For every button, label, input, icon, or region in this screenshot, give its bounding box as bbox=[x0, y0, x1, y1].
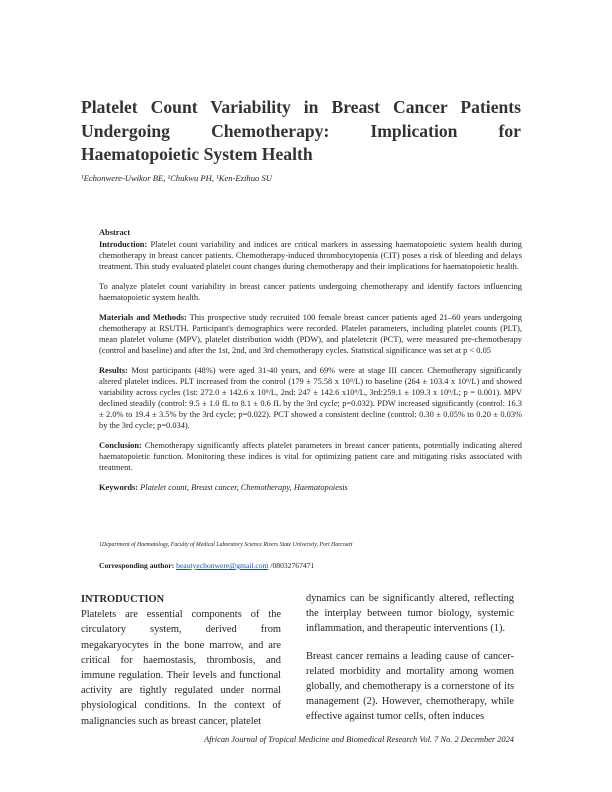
corresponding-label: Corresponding author: bbox=[99, 561, 175, 570]
introduction-paragraph-3: Breast cancer remains a leading cause of cancer-related morbidity and mortality among women globally, and chemotherapy is a cornerstone of its management (2). However, chemotherapy, while effective against tumor cells, often induces bbox=[306, 650, 514, 723]
email-link[interactable]: beautyechonwere@gmail.com bbox=[176, 561, 269, 570]
keywords-text: Platelet count, Breast cancer, Chemotherapy, Haematopoiesis bbox=[138, 483, 348, 492]
introduction-label: Introduction: bbox=[99, 240, 148, 249]
author-list: ¹Echonwere-Uwikor BE, ¹Chukwu PH, ¹Ken-Ezihuo SU bbox=[81, 173, 272, 183]
methods-text: This prospective study recruited 100 female breast cancer patients aged 21–60 years undergoing chemotherapy at RSUTH. Participant's demographics were recorded. Platelet parameters, including platelet counts (PLT), mean platelet volume (MPV), platelet distribution width (PDW), and plateletcrit (PCT), were measured pre-chemotherapy (control and baseline) and after the 1st, 2nd, and 3rd chemotherapy cycles. Statistical significance was set at p < 0.05 bbox=[99, 313, 522, 355]
abstract-keywords bbox=[99, 482, 522, 493]
journal-footer: African Journal of Tropical Medicine and Biomedical Research Vol. 7 No. 2 December 2024 bbox=[204, 735, 514, 744]
abstract-introduction bbox=[99, 239, 522, 272]
conclusion-text: Chemotherapy significantly affects platelet parameters in breast cancer patients, potentially indicating altered haematopoietic function. Monitoring these indices is vital for optimizing patient care and mitigating risks associated with treatment. bbox=[99, 441, 522, 472]
author-affiliation: 1Department of Haematology, Faculty of Medical Laboratory Science Rivers State University, Port Harcourt bbox=[99, 542, 353, 548]
body-column-right bbox=[306, 591, 514, 725]
abstract-results bbox=[99, 365, 522, 431]
abstract-section bbox=[99, 227, 522, 502]
body-column-left bbox=[81, 592, 281, 729]
results-text: Most participants (48%) were aged 31-40 years, and 69% were at stage III cancer. Chemotherapy significantly altered platelet indices. PLT increased from the control (179 ± 75.58 x 10⁹/L) to baseline (264 ± 103.4 x 10⁹/L) and showed variability across cycles (1st: 272.0 ± 142.6 x 10⁹/L, 2nd: 247 ± 142.6 x10⁹/L, 3rd:259.1 ± 109.3 x 10⁹/L; p = 0.001). MPV declined steadily (control: 9.5 ± 1.0 fL to 8.1 ± 0.6 fL by the 3rd cycle; p=0.032). PDW increased significantly (control: 16.3 ± 2.0% to 19.4 ± 3.5% by the 3rd cycle; p=0.022). PCT showed a consistent decline (control: 0.30 ± 0.05% to 0.20 ± 0.03% by the 3rd cycle; p=0.034). bbox=[99, 366, 522, 430]
methods-label: Materials and Methods: bbox=[99, 313, 187, 322]
article-title bbox=[81, 96, 521, 167]
conclusion-label: Conclusion: bbox=[99, 441, 142, 450]
paragraph-gap bbox=[306, 637, 514, 649]
corresponding-author bbox=[99, 561, 314, 570]
title-line-3: Haematopoietic System Health bbox=[81, 144, 313, 164]
results-label: Results: bbox=[99, 366, 128, 375]
title-line-1: Platelet Count Variability in Breast Cancer Patients bbox=[81, 97, 521, 117]
introduction-paragraph-2: dynamics can be significantly altered, reflecting the interplay between tumor biology, systemic inflammation, and therapeutic interventions (1). bbox=[306, 593, 514, 635]
title-line-2: Undergoing Chemotherapy: Implication for bbox=[81, 120, 521, 141]
introduction-heading: INTRODUCTION bbox=[81, 594, 165, 605]
introduction-text: Platelet count variability and indices are critical markers in assessing haematopoietic system health during chemotherapy in breast cancer patients. Chemotherapy-induced thrombocytopenia (CIT) poses a risk of bleeding and delays treatment. This study evaluated platelet count changes during chemotherapy and their implications for haematopoietic health. bbox=[99, 240, 522, 271]
abstract-aim: To analyze platelet count variability in breast cancer patients undergoing chemotherapy and identify factors influencing haematopoietic system health. bbox=[99, 282, 522, 302]
abstract-methods bbox=[99, 312, 522, 356]
abstract-heading: Abstract bbox=[99, 228, 131, 237]
abstract-conclusion bbox=[99, 440, 522, 473]
introduction-paragraph-1: Platelets are essential components of the circulatory system, derived from megakaryocytes in the bone marrow, and are critical for haemostasis, thrombosis, and immune regulation. Their levels and functional activity are tightly regulated under normal physiological conditions. In the context of malignancies such as breast cancer, platelet bbox=[81, 609, 281, 727]
keywords-label: Keywords: bbox=[99, 483, 139, 492]
phone-number: /08032767471 bbox=[268, 561, 315, 570]
